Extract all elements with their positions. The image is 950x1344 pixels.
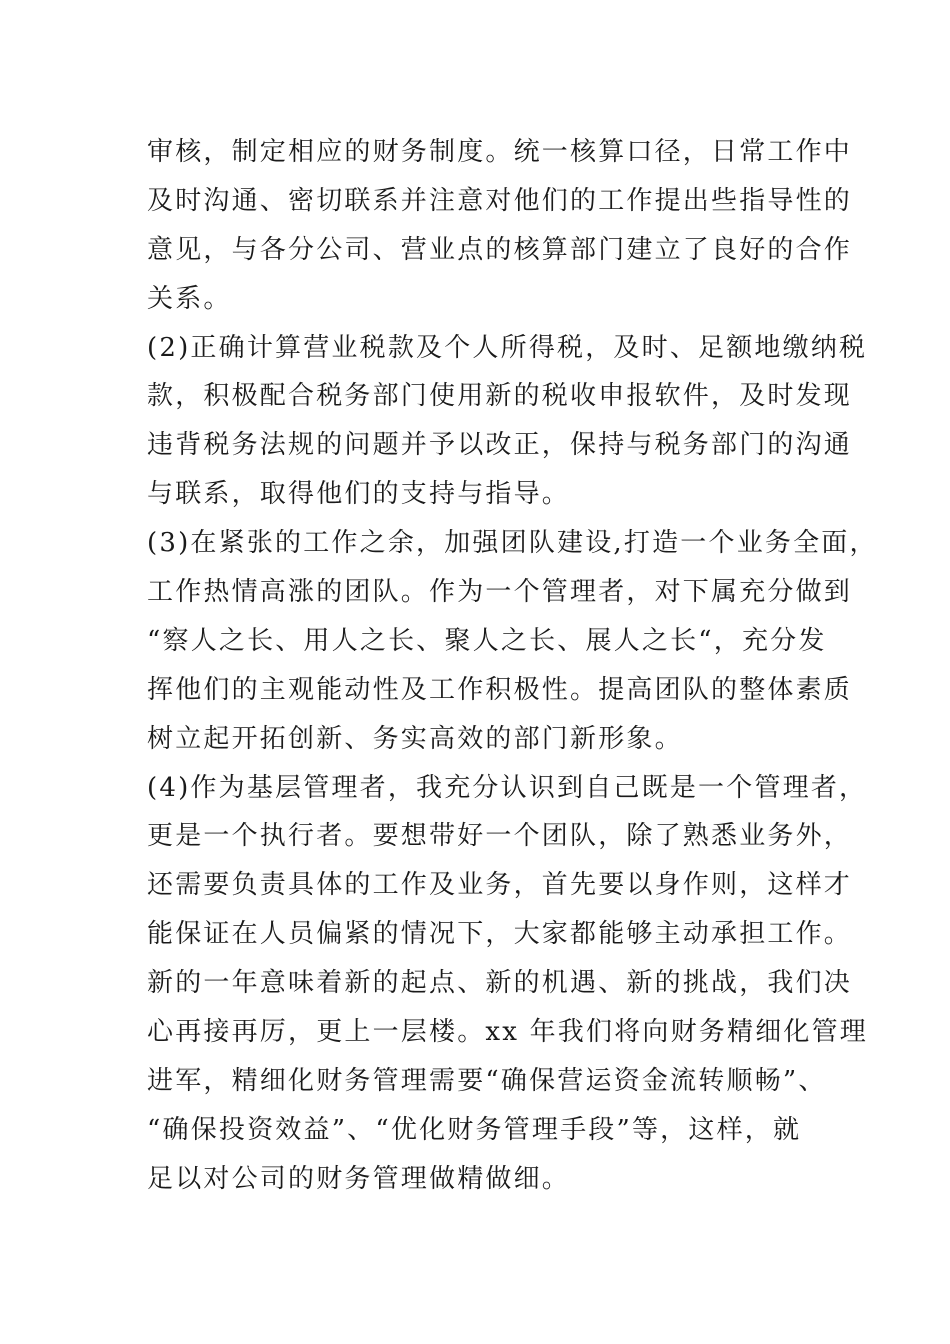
text-line: “确保投资效益”、“优化财务管理手段”等，这样，就 [147, 1114, 802, 1145]
text-line: 挥他们的主观能动性及工作积极性。提高团队的整体素质 [147, 674, 853, 705]
text-line: 及时沟通、密切联系并注意对他们的工作提出些指导性的 [147, 185, 853, 216]
text-line: 心再接再厉，更上一层楼。xx 年我们将向财务精细化管理 [147, 1017, 868, 1048]
text-line: 关系。 [147, 283, 232, 314]
text-line: 审核，制定相应的财务制度。统一核算口径，日常工作中 [147, 137, 853, 167]
text-line: 足以对公司的财务管理做精做细。 [147, 1163, 571, 1194]
text-line: 树立起开拓创新、务实高效的部门新形象。 [147, 723, 683, 754]
text-line: 意见，与各分公司、营业点的核算部门建立了良好的合作 [147, 234, 853, 265]
text-line: 违背税务法规的问题并予以改正，保持与税务部门的沟通 [147, 430, 853, 461]
text-line: 新的一年意味着新的起点、新的机遇、新的挑战，我们决 [147, 968, 853, 999]
text-line: 更是一个执行者。要想带好一个团队，除了熟悉业务外， [147, 821, 853, 852]
text-line: “察人之长、用人之长、聚人之长、展人之长“，充分发 [147, 625, 827, 656]
text-line: 还需要负责具体的工作及业务，首先要以身作则，这样才 [147, 870, 853, 901]
text-line: 与联系，取得他们的支持与指导。 [147, 479, 571, 510]
text-line: 能保证在人员偏紧的情况下，大家都能够主动承担工作。 [147, 919, 853, 950]
text-line: (2)正确计算营业税款及个人所得税，及时、足额地缴纳税 [147, 332, 868, 363]
text-line: 进军，精细化财务管理需要“确保营运资金流转顺畅”、 [147, 1065, 827, 1096]
text-line: 工作热情高涨的团队。作为一个管理者，对下属充分做到 [147, 577, 853, 608]
text-line: (3)在紧张的工作之余，加强团队建设,打造一个业务全面， [147, 528, 878, 559]
text-line: 款，积极配合税务部门使用新的税收申报软件，及时发现 [147, 381, 853, 412]
document-body [147, 128, 878, 1204]
text-line: (4)作为基层管理者，我充分认识到自己既是一个管理者， [147, 772, 868, 803]
